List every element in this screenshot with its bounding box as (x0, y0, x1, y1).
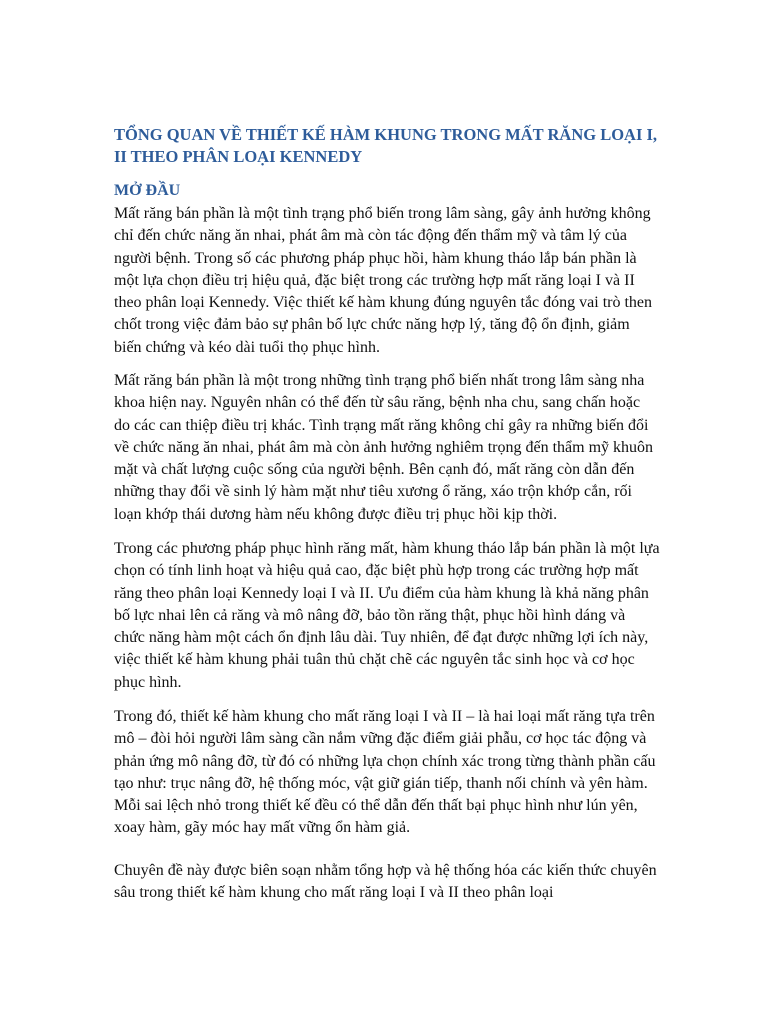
document-page (114, 0, 662, 1024)
section-heading-introduction: MỞ ĐẦU (114, 182, 181, 199)
paragraph: Mất răng bán phần là một tình trạng phổ biến trong lâm sàng, gây ảnh hưởng không chỉ đến chức năng ăn nhai, phát âm mà còn tác động đến thẩm mỹ và tâm lý của người bệnh. Trong số các phương pháp phục hồi, hàm khung tháo lắp bán phần là một lựa chọn điều trị hiệu quả, đặc biệt trong các trường hợp mất răng loại I và II theo phân loại Kennedy. Việc thiết kế hàm khung đúng nguyên tắc đóng vai trò then chốt trong việc đảm bảo sự phân bố lực chức năng hợp lý, tăng độ ổn định, giảm biến chứng và kéo dài tuổi thọ phục hình. (114, 205, 653, 356)
paragraph: Trong các phương pháp phục hình răng mất, hàm khung tháo lắp bán phần là một lựa chọn có tính linh hoạt và hiệu quả cao, đặc biệt phù hợp trong các trường hợp mất răng theo phân loại Kennedy loại I và II. Ưu điểm của hàm khung là khả năng phân bố lực nhai lên cả răng và mô nâng đỡ, bảo tồn răng thật, phục hồi hình dáng và chức năng hàm một cách ổn định lâu dài. Tuy nhiên, để đạt được những lợi ích này, việc thiết kế hàm khung phải tuân thủ chặt chẽ các nguyên tắc sinh học và cơ học phục hình. (114, 540, 660, 691)
document-title: TỔNG QUAN VỀ THIẾT KẾ HÀM KHUNG TRONG MẤT RĂNG LOẠI I, II THEO PHÂN LOẠI KENNEDY (114, 125, 658, 166)
paragraph: Trong đó, thiết kế hàm khung cho mất răng loại I và II – là hai loại mất răng tựa trên mô – đòi hỏi người lâm sàng cần nắm vững đặc điểm giải phẫu, cơ học tác động và phản ứng mô nâng đỡ, từ đó có những lựa chọn chính xác trong từng thành phần cấu tạo như: trục nâng đỡ, hệ thống móc, vật giữ gián tiếp, thanh nối chính và yên hàm. Mỗi sai lệch nhỏ trong thiết kế đều có thể dẫn đến thất bại phục hình như lún yên, xoay hàm, gãy móc hay mất vững ổn hàm giả. (114, 708, 656, 837)
paragraph: Chuyên đề này được biên soạn nhằm tổng hợp và hệ thống hóa các kiến thức chuyên sâu trong thiết kế hàm khung cho mất răng loại I và II theo phân loại (114, 862, 657, 902)
paragraph: Mất răng bán phần là một trong những tình trạng phổ biến nhất trong lâm sàng nha khoa hiện nay. Nguyên nhân có thể đến từ sâu răng, bệnh nha chu, sang chấn hoặc do các can thiệp điều trị khác. Tình trạng mất răng không chỉ gây ra những biến đổi về chức năng ăn nhai, phát âm mà còn ảnh hưởng nghiêm trọng đến thẩm mỹ khuôn mặt và chất lượng cuộc sống của người bệnh. Bên cạnh đó, mất răng còn dẫn đến những thay đổi về sinh lý hàm mặt như tiêu xương ổ răng, xáo trộn khớp cắn, rối loạn khớp thái dương hàm nếu không được điều trị phục hồi kịp thời. (114, 372, 654, 523)
